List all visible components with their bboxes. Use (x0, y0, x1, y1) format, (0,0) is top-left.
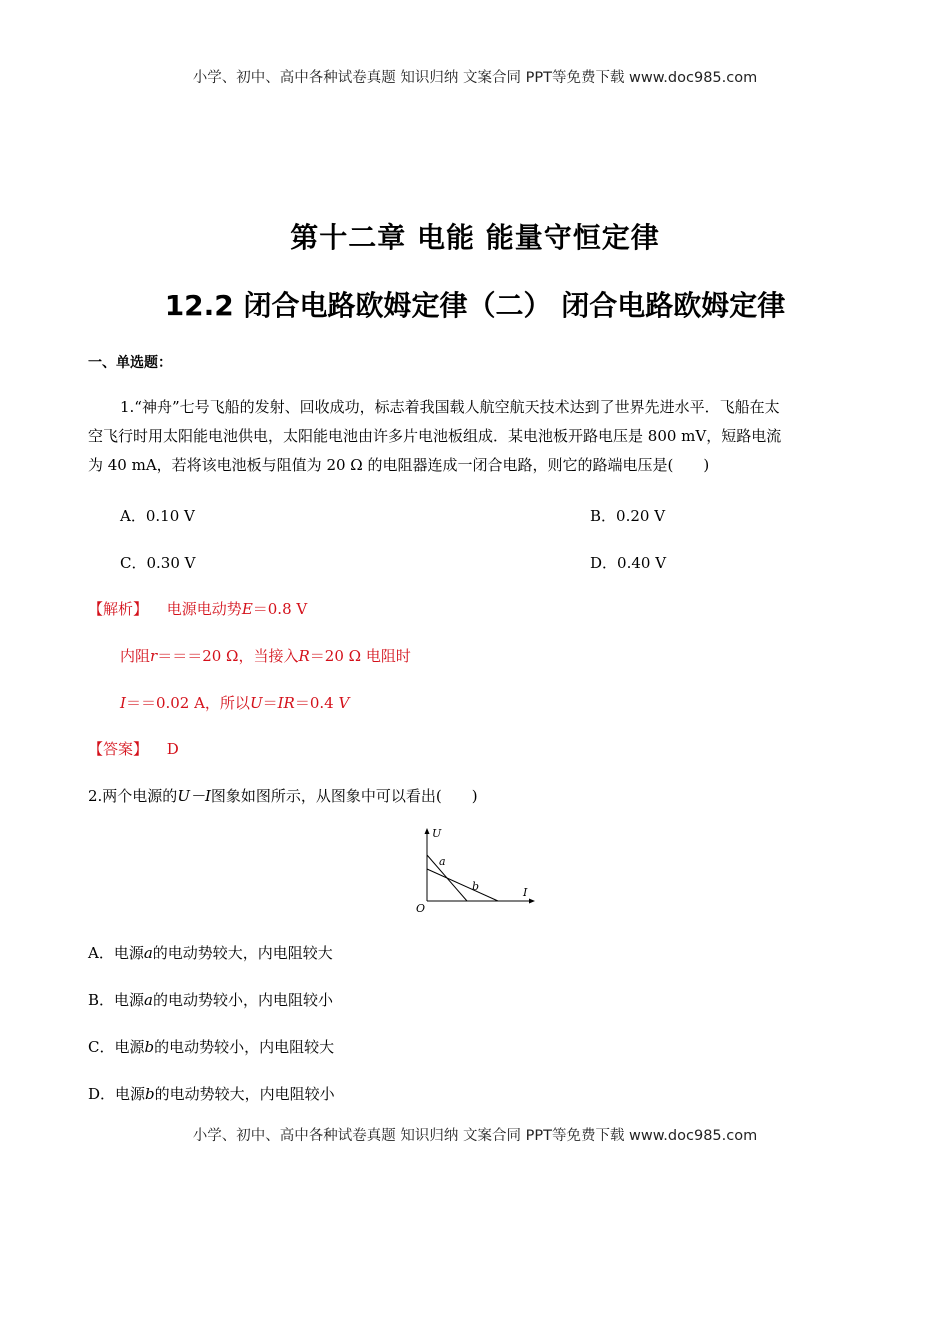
analysis-text: ＝20 Ω 电阻时 (309, 647, 411, 665)
analysis-text: ＝0.4 (294, 694, 334, 712)
line-a-label: a (439, 855, 446, 868)
analysis-text: ＝ (262, 694, 278, 712)
option-var: a (144, 991, 153, 1009)
analysis-var-IR: IR (277, 694, 295, 712)
q2-stem-var: U－I (177, 787, 211, 805)
origin-label: O (416, 902, 426, 915)
analysis-var-I: I (120, 694, 126, 712)
y-axis-arrow-icon (425, 828, 430, 834)
q2-option-b (88, 989, 333, 1010)
q1-answer (88, 738, 179, 759)
q2-option-a (88, 942, 333, 963)
axis-label-i: I (523, 886, 528, 899)
analysis-text: 电源电动势 (166, 600, 242, 618)
q1-line-2: 空飞行时用太阳能电池供电，太阳能电池由许多片电池板组成．某电池板开路电压是 800 mV，短路电流 (88, 427, 782, 445)
option-text: 的电动势较小，内电阻较小 (152, 991, 333, 1009)
q2-option-d (88, 1083, 335, 1104)
q1-analysis-line-2 (120, 645, 411, 666)
q1-line-3: 为 40 mA，若将该电池板与阻值为 20 Ω 的电阻器连成一闭合电路，则它的路端电压是( ) (88, 456, 710, 474)
option-text: 的电动势较大，内电阻较大 (152, 944, 333, 962)
chapter-title: 第十二章 电能 能量守恒定律 (290, 221, 660, 254)
q1-analysis-line-3 (120, 692, 349, 713)
option-text: 的电动势较大，内电阻较小 (154, 1085, 335, 1103)
x-axis-arrow-icon (529, 899, 535, 904)
option-var: a (143, 944, 153, 962)
analysis-value: ＝0.8 V (252, 600, 308, 618)
answer-value: D (166, 740, 179, 758)
option-var: b (144, 1038, 155, 1056)
option-var: b (145, 1085, 155, 1103)
q1-line-1: 1.“神舟”七号飞船的发射、回收成功，标志着我国载人航空航天技术达到了世界先进水平．飞船在太 (120, 398, 780, 416)
axis-label-u: U (432, 827, 442, 840)
q1-option-c: C．0.30 V (120, 554, 196, 572)
analysis-text: ＝＝0.02 A，所以 (125, 694, 250, 712)
q2-stem-text: 2.两个电源的 (88, 787, 178, 805)
analysis-var-U: U (249, 694, 263, 712)
option-text: 的电动势较小，内电阻较大 (154, 1038, 335, 1056)
lesson-title: 12.2 闭合电路欧姆定律（二） 闭合电路欧姆定律 (164, 289, 786, 322)
option-text: B．电源 (88, 991, 145, 1009)
analysis-var-R: R (298, 647, 310, 665)
q2-stem (88, 785, 478, 806)
q1-analysis-line-1 (88, 598, 307, 619)
analysis-unit-v: V (338, 694, 350, 712)
option-text: D．电源 (88, 1085, 146, 1103)
answer-tag: 【答案】 (88, 740, 149, 758)
line-b-label: b (472, 880, 480, 893)
analysis-var-r: r (150, 647, 158, 665)
q1-option-d: D．0.40 V (590, 554, 667, 572)
analysis-tag: 【解析】 (88, 600, 149, 618)
analysis-text: 内阻 (120, 647, 151, 665)
q1-option-a: A．0.10 V (120, 507, 195, 525)
section-label: 一、单选题： (88, 355, 172, 371)
q2-option-c (88, 1036, 334, 1057)
analysis-text: ＝＝＝20 Ω，当接入 (157, 647, 299, 665)
analysis-var-e: E (241, 600, 253, 618)
page-header: 小学、初中、高中各种试卷真题 知识归纳 文案合同 PPT等免费下载 www.doc985.com (192, 70, 758, 86)
option-text: C．电源 (88, 1038, 145, 1056)
q2-stem-text: 图象如图所示，从图象中可以看出( ) (210, 787, 478, 805)
q1-option-b: B．0.20 V (590, 507, 666, 525)
page-footer: 小学、初中、高中各种试卷真题 知识归纳 文案合同 PPT等免费下载 www.doc985.com (192, 1128, 758, 1144)
u-i-graph (410, 825, 540, 917)
option-text: A．电源 (88, 944, 144, 962)
